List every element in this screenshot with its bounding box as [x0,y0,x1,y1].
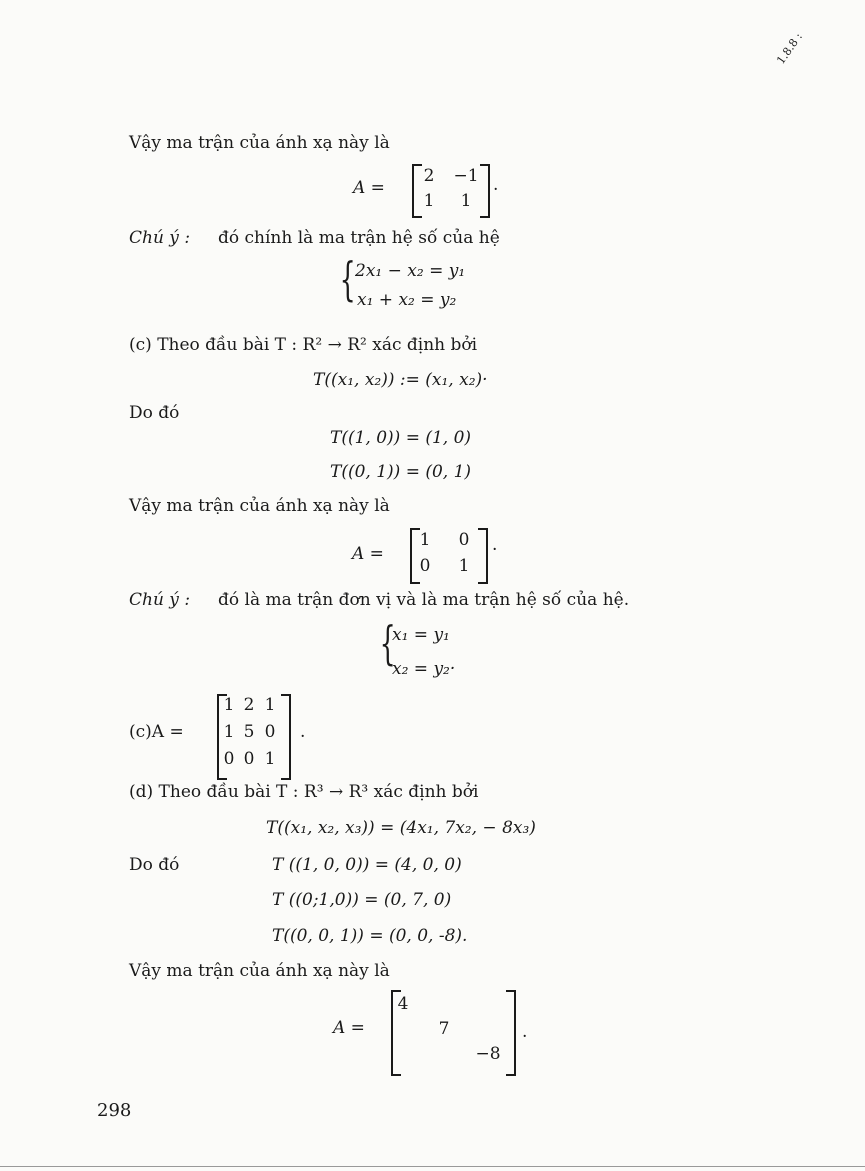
equation: T((1, 0)) = (1, 0) [330,428,472,448]
matrix-cell: 7 [438,1019,450,1039]
equation: T((0, 1)) = (0, 1) [330,462,472,482]
note-text: đó là ma trận đơn vị và là ma trận hệ số của hệ. [218,590,630,610]
text-line: Vậy ma trận của ánh xạ này là [129,133,390,153]
text-line: Vậy ma trận của ánh xạ này là [129,961,390,981]
matrix-cell: 0 [264,722,276,742]
matrix-cell: −1 [453,166,479,186]
equation: T ((1, 0, 0)) = (4, 0, 0) [272,855,462,875]
matrix-cell: 1 [223,695,235,715]
note-label: Chú ý : [129,590,191,610]
system-brace: { [379,616,396,670]
text-line: Do đó [129,403,180,423]
matrix-bracket-right [478,528,488,584]
matrix-cell: 4 [397,994,409,1014]
section-d-line: (d) Theo đầu bài T : R³ → R³ xác định bởi [129,782,479,802]
punct: · [492,540,498,560]
matrix-cell: 1 [419,530,431,550]
text-line: Do đó [129,855,180,875]
page-number: 298 [97,1100,132,1121]
matrix-lhs: (c)A = [129,722,184,742]
punct: . [300,722,306,742]
matrix-bracket-right [480,164,490,218]
matrix-bracket-right [281,694,291,780]
matrix-cell: 1 [264,695,276,715]
equation: T ((0;1,0)) = (0, 7, 0) [272,890,452,910]
matrix-cell: 2 [423,166,435,186]
note-text: đó chính là ma trận hệ số của hệ [218,228,500,248]
matrix-cell: 0 [458,530,470,550]
system-brace: { [339,252,356,306]
matrix-cell: 2 [243,695,255,715]
system-row: x₁ + x₂ = y₂ [357,290,457,310]
matrix-cell: 1 [223,722,235,742]
system-row: 2x₁ − x₂ = y₁ [355,261,466,281]
corner-mark: 1.8.8 : [774,30,806,67]
section-c-line: (c) Theo đầu bài T : R² → R² xác định bởi [129,335,478,355]
matrix-lhs: A = [333,1018,365,1038]
punct: . [522,1022,528,1042]
definition: T((x₁, x₂, x₃)) = (4x₁, 7x₂, − 8x₃) [266,818,536,838]
matrix-cell: 0 [223,749,235,769]
matrix-cell: 5 [243,722,255,742]
matrix-lhs: A = [352,544,384,564]
system-row: x₁ = y₁ [392,625,450,645]
matrix-cell: −8 [475,1044,501,1064]
note-label: Chú ý : [129,228,191,248]
matrix-cell: 1 [423,191,435,211]
definition: T((x₁, x₂)) := (x₁, x₂)· [313,370,488,390]
text-line: Vậy ma trận của ánh xạ này là [129,496,390,516]
page-edge-line [0,1166,865,1167]
matrix-bracket-right [506,990,516,1076]
matrix-cell: 0 [243,749,255,769]
system-row: x₂ = y₂· [392,659,456,679]
matrix-cell: 1 [460,191,472,211]
punct: . [493,175,499,195]
matrix-lhs: A = [353,178,385,198]
matrix-cell: 1 [264,749,276,769]
matrix-cell: 1 [458,556,470,576]
matrix-cell: 0 [419,556,431,576]
equation: T((0, 0, 1)) = (0, 0, -8). [272,926,468,946]
